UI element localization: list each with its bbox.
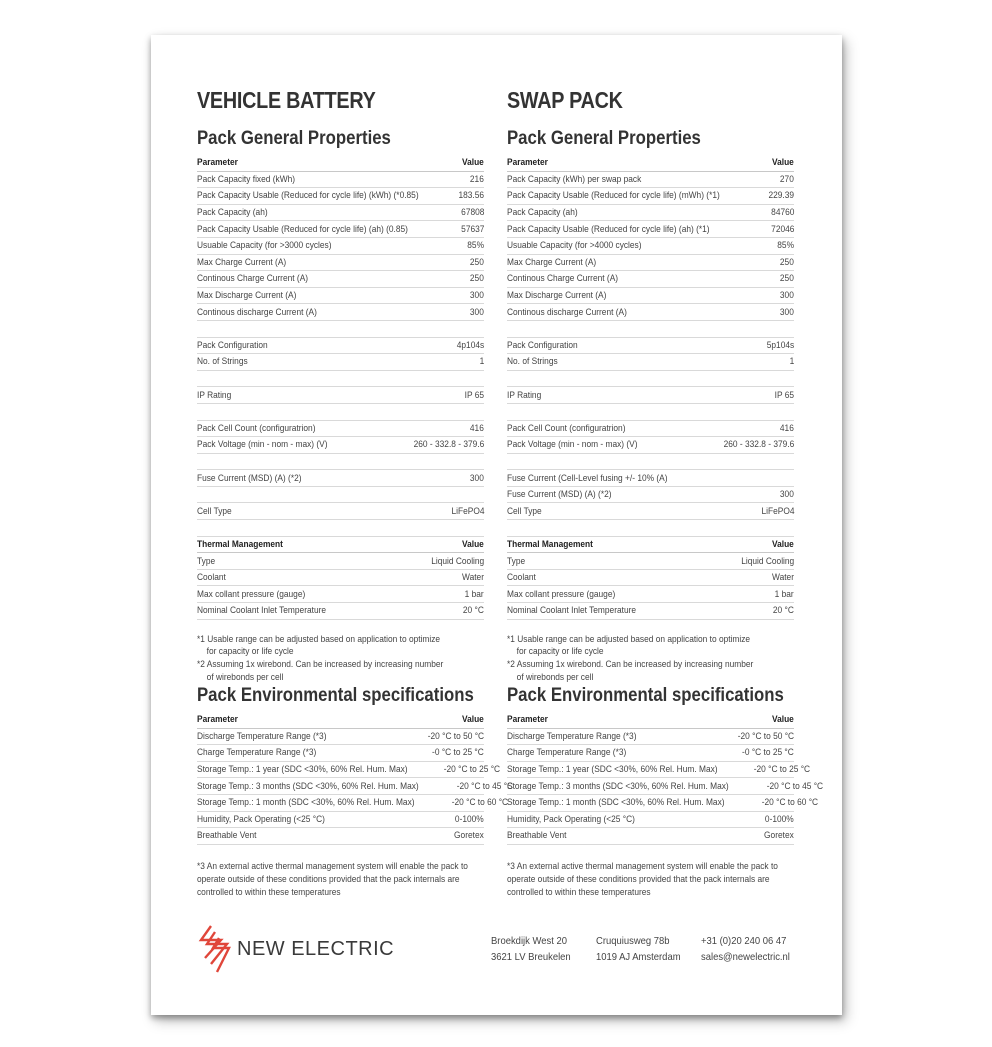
table-row xyxy=(197,421,484,438)
note-2: *2 Assuming 1x wirebond. Can be increased by increasing number xyxy=(507,659,754,671)
column-title: VEHICLE BATTERY xyxy=(197,87,376,113)
param-cell: Pack Capacity (ah) xyxy=(507,207,578,219)
table-row xyxy=(197,470,484,487)
value-cell: IP 65 xyxy=(774,389,794,401)
contact-info xyxy=(701,933,790,965)
table-row xyxy=(507,729,794,746)
param-cell: Breathable Vent xyxy=(197,830,257,842)
param-cell: No. of Strings xyxy=(507,356,558,368)
value-header: Value xyxy=(772,538,794,550)
table-row xyxy=(507,304,794,321)
param-cell: Continous discharge Current (A) xyxy=(507,306,627,318)
value-cell: 20 °C xyxy=(462,605,484,617)
param-cell: Usuable Capacity (for >3000 cycles) xyxy=(197,240,332,252)
param-cell: Pack Capacity Usable (Reduced for cycle life) (kWh) (*0.85) xyxy=(197,190,419,202)
table-row xyxy=(197,812,484,829)
param-cell: Humidity, Pack Operating (<25 °C) xyxy=(197,813,325,825)
param-cell: Pack Capacity (kWh) per swap pack xyxy=(507,173,642,185)
value-cell: Water xyxy=(772,572,794,584)
table-row xyxy=(197,570,484,587)
footnotes xyxy=(197,634,450,685)
table-row xyxy=(507,205,794,222)
param-cell: Max collant pressure (gauge) xyxy=(507,588,616,600)
param-cell: Nominal Coolant Inlet Temperature xyxy=(197,605,327,617)
spec-sheet xyxy=(151,35,842,1015)
note-2: *2 Assuming 1x wirebond. Can be increased by increasing number xyxy=(197,659,444,671)
param-cell: Pack Voltage (min - nom - max) (V) xyxy=(197,439,328,451)
env-title: Pack Environmental specifications xyxy=(507,684,784,706)
table-row xyxy=(197,745,484,762)
value-cell: -20 °C to 25 °C xyxy=(443,764,501,776)
table-row xyxy=(507,238,794,255)
env-title: Pack Environmental specifications xyxy=(197,684,474,706)
table-row xyxy=(197,503,484,520)
table-row xyxy=(507,255,794,272)
table-row xyxy=(507,828,794,845)
param-cell: Humidity, Pack Operating (<25 °C) xyxy=(507,813,635,825)
param-cell: Pack Capacity Usable (Reduced for cycle life) (mWh) (*1) xyxy=(507,190,720,202)
note-2-cont: of wirebonds per cell xyxy=(516,672,594,684)
value-cell: 183.56 xyxy=(458,190,484,202)
param-cell: Continous Charge Current (A) xyxy=(197,273,309,285)
general-properties-title: Pack General Properties xyxy=(507,127,701,149)
param-cell: Storage Temp.: 1 year (SDC <30%, 60% Rel. Hum. Max) xyxy=(507,764,718,776)
value-cell: -0 °C to 25 °C xyxy=(432,747,484,759)
logo-text: NEW ELECTRIC xyxy=(237,937,395,960)
param-cell: Pack Capacity fixed (kWh) xyxy=(197,173,296,185)
table-row xyxy=(197,205,484,222)
param-cell: Pack Capacity (ah) xyxy=(197,207,268,219)
note-1-cont: for capacity or life cycle xyxy=(516,646,604,658)
table-header xyxy=(197,712,484,729)
value-cell: -20 °C to 60 °C xyxy=(761,797,819,809)
value-cell: Liquid Cooling xyxy=(741,555,794,567)
value-cell: 229.39 xyxy=(768,190,794,202)
value-cell: -0 °C to 25 °C xyxy=(742,747,794,759)
address-line: 3621 LV Breukelen xyxy=(491,951,571,963)
param-cell: Storage Temp.: 3 months (SDC <30%, 60% Rel. Hum. Max) xyxy=(507,780,729,792)
param-cell: Pack Configuration xyxy=(507,339,578,351)
table-row xyxy=(197,828,484,845)
table-row xyxy=(507,570,794,587)
table-row xyxy=(197,762,501,779)
note-3: *3 An external active thermal management system will enable the pack to operate outside of these conditions provided that the pack internals are controlled to within these temperatures xyxy=(507,861,778,898)
param-cell: Pack Cell Count (configuratrion) xyxy=(197,422,316,434)
value-cell: Goretex xyxy=(454,830,484,842)
table-row xyxy=(197,271,484,288)
param-header: Parameter xyxy=(507,157,548,169)
table-row xyxy=(507,745,794,762)
company-logo xyxy=(197,923,394,975)
param-cell: Pack Configuration xyxy=(197,339,268,351)
value-cell: 300 xyxy=(470,472,484,484)
table-row xyxy=(507,762,811,779)
param-cell: Coolant xyxy=(507,572,536,584)
email-link[interactable]: sales@newelectric.nl xyxy=(701,951,790,963)
table-row xyxy=(507,221,794,238)
value-cell: 250 xyxy=(780,273,794,285)
value-cell: 1 bar xyxy=(464,588,484,600)
table-row xyxy=(507,172,794,189)
value-cell: 260 - 332.8 - 379.6 xyxy=(723,439,794,451)
table-header xyxy=(507,712,794,729)
note-1-cont: for capacity or life cycle xyxy=(206,646,294,658)
table-row xyxy=(507,503,794,520)
value-header: Value xyxy=(772,157,794,169)
table-row xyxy=(507,387,794,404)
table-row xyxy=(507,470,794,487)
new-electric-logo-icon xyxy=(197,924,231,974)
value-cell: 300 xyxy=(780,489,794,501)
param-cell: Cell Type xyxy=(507,505,542,517)
param-cell: No. of Strings xyxy=(197,356,248,368)
note-3: *3 An external active thermal management system will enable the pack to operate outside of these conditions provided that the pack internals are controlled to within these temperatures xyxy=(197,861,468,898)
swap-pack-column xyxy=(507,87,794,685)
value-cell: 300 xyxy=(780,290,794,302)
general-properties-title: Pack General Properties xyxy=(197,127,391,149)
param-cell: Type xyxy=(507,555,526,567)
value-cell: 250 xyxy=(470,273,484,285)
param-cell: Cell Type xyxy=(197,505,232,517)
value-cell: 5p104s xyxy=(766,339,794,351)
param-cell: Usuable Capacity (for >4000 cycles) xyxy=(507,240,642,252)
table-row xyxy=(507,603,794,620)
thermal-header: Thermal Management xyxy=(197,538,283,550)
value-cell: 1 bar xyxy=(774,588,794,600)
param-cell: Fuse Current (MSD) (A) (*2) xyxy=(507,489,612,501)
table-header xyxy=(197,155,484,172)
value-cell: 1 xyxy=(479,356,484,368)
table-row xyxy=(197,304,484,321)
param-cell: Fuse Current (Cell-Level fusing +/- 10% (A) xyxy=(507,472,668,484)
param-cell: Breathable Vent xyxy=(507,830,567,842)
address-breukelen xyxy=(491,933,571,965)
table-row xyxy=(507,354,794,371)
param-cell: Discharge Temperature Range (*3) xyxy=(197,730,327,742)
param-cell: Max Discharge Current (A) xyxy=(507,290,607,302)
param-cell: Max Charge Current (A) xyxy=(507,256,597,268)
table-row xyxy=(197,221,484,238)
value-cell: 416 xyxy=(470,422,484,434)
table-row xyxy=(197,603,484,620)
table-row xyxy=(507,586,794,603)
param-header: Parameter xyxy=(507,714,548,726)
param-cell: Pack Capacity Usable (Reduced for cycle life) (ah) (*1) xyxy=(507,223,710,235)
param-cell: Storage Temp.: 1 year (SDC <30%, 60% Rel. Hum. Max) xyxy=(197,764,408,776)
param-header: Parameter xyxy=(197,157,238,169)
value-cell: 84760 xyxy=(770,207,794,219)
table-row xyxy=(507,553,794,570)
value-header: Value xyxy=(462,157,484,169)
value-header: Value xyxy=(772,714,794,726)
value-cell: 72046 xyxy=(770,223,794,235)
param-cell: Fuse Current (MSD) (A) (*2) xyxy=(197,472,302,484)
table-row xyxy=(197,778,514,795)
table-row xyxy=(507,812,794,829)
value-cell: 216 xyxy=(470,173,484,185)
value-cell: 300 xyxy=(780,306,794,318)
swap-env-section xyxy=(507,680,824,845)
param-cell: Continous Charge Current (A) xyxy=(507,273,619,285)
value-cell: LiFePO4 xyxy=(451,505,484,517)
phone-number[interactable]: +31 (0)20 240 06 47 xyxy=(701,935,787,947)
table-row xyxy=(507,421,794,438)
value-cell: 57637 xyxy=(460,223,484,235)
param-cell: Discharge Temperature Range (*3) xyxy=(507,730,637,742)
value-cell: Water xyxy=(462,572,484,584)
address-line: Broekdijk West 20 xyxy=(491,935,567,947)
table-row xyxy=(197,437,484,454)
value-cell: Goretex xyxy=(764,830,794,842)
thermal-header: Thermal Management xyxy=(507,538,593,550)
value-cell: Liquid Cooling xyxy=(431,555,484,567)
table-row xyxy=(197,795,509,812)
vehicle-battery-column xyxy=(197,87,484,685)
param-cell: Coolant xyxy=(197,572,226,584)
address-line: Cruquiusweg 78b xyxy=(596,935,670,947)
table-row xyxy=(197,288,484,305)
table-row xyxy=(507,437,794,454)
vehicle-env-section xyxy=(197,680,514,845)
value-cell: 300 xyxy=(470,290,484,302)
value-cell: -20 °C to 60 °C xyxy=(451,797,509,809)
value-header: Value xyxy=(462,538,484,550)
table-row xyxy=(507,288,794,305)
param-cell: Charge Temperature Range (*3) xyxy=(197,747,317,759)
value-cell: -20 °C to 25 °C xyxy=(753,764,811,776)
param-cell: Pack Capacity Usable (Reduced for cycle life) (ah) (0.85) xyxy=(197,223,408,235)
note-1: *1 Usable range can be adjusted based on application to optimize xyxy=(197,633,441,645)
table-row xyxy=(507,795,819,812)
param-header: Parameter xyxy=(197,714,238,726)
address-amsterdam xyxy=(596,933,681,965)
param-cell: Max Charge Current (A) xyxy=(197,256,287,268)
value-cell: 260 - 332.8 - 379.6 xyxy=(413,439,484,451)
value-cell: LiFePO4 xyxy=(761,505,794,517)
param-cell: Charge Temperature Range (*3) xyxy=(507,747,627,759)
value-cell: 0-100% xyxy=(765,813,794,825)
value-header: Value xyxy=(462,714,484,726)
table-row xyxy=(507,188,794,205)
param-cell: Pack Voltage (min - nom - max) (V) xyxy=(507,439,638,451)
table-row xyxy=(197,729,484,746)
value-cell: 67808 xyxy=(460,207,484,219)
table-row xyxy=(197,553,484,570)
table-row xyxy=(507,338,794,355)
value-cell: 1 xyxy=(789,356,794,368)
table-row xyxy=(507,487,794,504)
param-cell: IP Rating xyxy=(197,389,232,401)
table-row xyxy=(197,188,484,205)
table-row xyxy=(507,271,794,288)
address-line: 1019 AJ Amsterdam xyxy=(596,951,681,963)
table-row xyxy=(197,172,484,189)
param-cell: Continous discharge Current (A) xyxy=(197,306,317,318)
param-cell: Type xyxy=(197,555,216,567)
thermal-header-row xyxy=(197,537,484,554)
param-cell: Storage Temp.: 1 month (SDC <30%, 60% Rel. Hum. Max) xyxy=(507,797,725,809)
param-cell: Storage Temp.: 1 month (SDC <30%, 60% Rel. Hum. Max) xyxy=(197,797,415,809)
param-cell: Max collant pressure (gauge) xyxy=(197,588,306,600)
general-properties-table xyxy=(197,155,484,620)
value-cell: 85% xyxy=(777,240,794,252)
value-cell: -20 °C to 50 °C xyxy=(427,730,484,742)
table-row xyxy=(507,778,824,795)
column-title: SWAP PACK xyxy=(507,87,623,113)
footnotes xyxy=(507,634,760,685)
param-cell: Pack Cell Count (configuratrion) xyxy=(507,422,626,434)
table-header xyxy=(507,155,794,172)
value-cell: 270 xyxy=(780,173,794,185)
value-cell: -20 °C to 50 °C xyxy=(737,730,794,742)
param-cell: Max Discharge Current (A) xyxy=(197,290,297,302)
param-cell: Storage Temp.: 3 months (SDC <30%, 60% Rel. Hum. Max) xyxy=(197,780,419,792)
value-cell: IP 65 xyxy=(464,389,484,401)
table-row xyxy=(197,586,484,603)
note-1: *1 Usable range can be adjusted based on application to optimize xyxy=(507,633,751,645)
value-cell: 4p104s xyxy=(456,339,484,351)
value-cell: 20 °C xyxy=(772,605,794,617)
value-cell: -20 °C to 45 °C xyxy=(766,780,824,792)
param-cell: IP Rating xyxy=(507,389,542,401)
table-row xyxy=(197,354,484,371)
value-cell: 250 xyxy=(780,256,794,268)
value-cell: 250 xyxy=(470,256,484,268)
value-cell: 416 xyxy=(780,422,794,434)
thermal-header-row xyxy=(507,537,794,554)
table-row xyxy=(197,255,484,272)
general-properties-table xyxy=(507,155,794,620)
value-cell: 0-100% xyxy=(455,813,484,825)
param-cell: Nominal Coolant Inlet Temperature xyxy=(507,605,637,617)
table-row xyxy=(197,338,484,355)
value-cell: -20 °C to 45 °C xyxy=(456,780,514,792)
note-2-cont: of wirebonds per cell xyxy=(206,672,284,684)
table-row xyxy=(197,387,484,404)
value-cell: 85% xyxy=(467,240,484,252)
table-row xyxy=(197,238,484,255)
value-cell: 300 xyxy=(470,306,484,318)
